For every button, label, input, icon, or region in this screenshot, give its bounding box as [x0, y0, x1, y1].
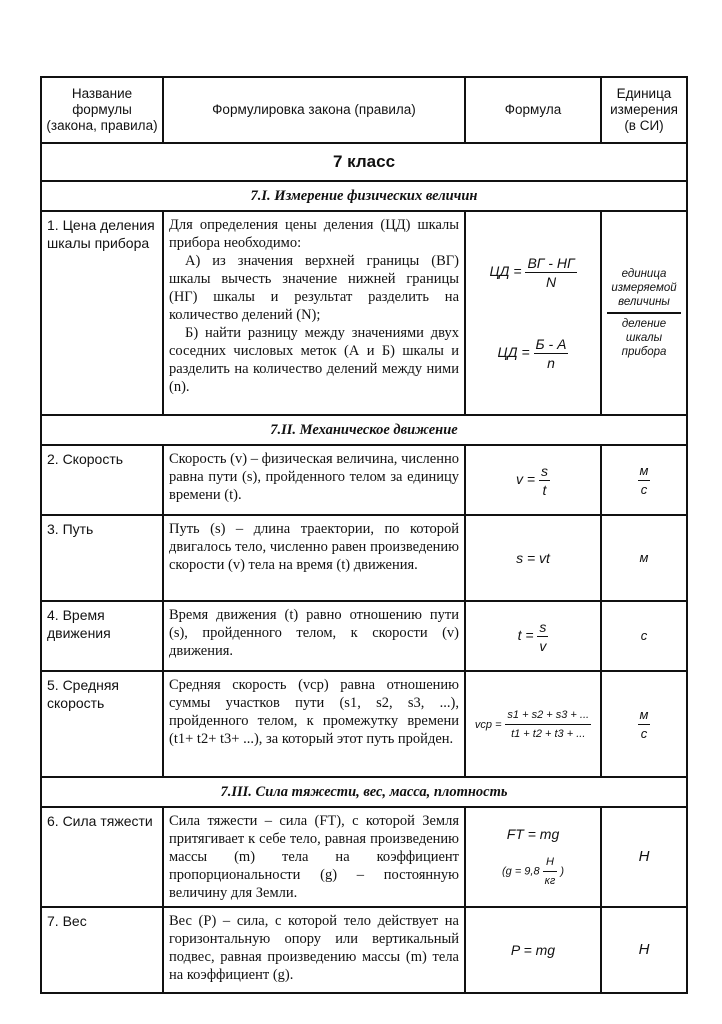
- fraction: [534, 335, 569, 372]
- row-name: 2. Скорость: [41, 445, 163, 515]
- row-name: 5. Средняя скорость: [41, 671, 163, 777]
- row-unit: с: [601, 601, 687, 671]
- fraction-numerator: s: [539, 618, 547, 635]
- law-paragraph: А) из значения верхней границы (ВГ) шкалы вычесть значение нижней границы (НГ) шкалы и результат разделить на количество делений (N);: [169, 253, 459, 323]
- row-unit: [601, 671, 687, 777]
- row-name: 6. Сила тяжести: [41, 807, 163, 907]
- row-formula: P = mg: [465, 907, 601, 993]
- law-paragraph: Для определения цены деления (ЦД) шкалы прибора необходимо:: [169, 217, 459, 251]
- unit-fraction: [638, 706, 651, 743]
- section-title-gravity: 7.III. Сила тяжести, вес, масса, плотность: [41, 777, 687, 807]
- row-law: Вес (P) – сила, с которой тело действует на горизонтальную опору или вертикальный подвес, равная произведению массы (m) тела на коэффициент (g).: [163, 907, 465, 993]
- fraction-denominator: t: [542, 481, 547, 498]
- formula-gravity: FT = mg: [506, 825, 560, 842]
- table-row: [41, 907, 687, 993]
- unit-denominator: с: [640, 725, 648, 741]
- fraction-numerator: s1 + s2 + s3 + ...: [505, 706, 591, 725]
- fraction-denominator: N: [545, 274, 557, 290]
- fraction: [543, 853, 558, 890]
- row-formula: [465, 807, 601, 907]
- grade-row: [41, 143, 687, 181]
- fraction: [539, 462, 550, 499]
- row-unit: [601, 445, 687, 515]
- row-name: 4. Время движения: [41, 601, 163, 671]
- row-law: Скорость (v) – физическая величина, численно равна пути (s), пройденного телом за единицу времени (t).: [163, 445, 465, 515]
- fraction-numerator: Б - А: [535, 336, 567, 352]
- formula-lhs: vср =: [474, 718, 502, 731]
- formula-lhs: ЦД =: [497, 344, 530, 361]
- unit-numerator: м: [638, 462, 651, 481]
- row-law: Средняя скорость (vср) равна отношению суммы участков пути (s1, s2, s3, ...), пройденного телом, к промежутку времени (t1+ t2+ t3+ ...), за который этот путь пройден.: [163, 671, 465, 777]
- law-paragraph: Б) найти разницу между значениями двух соседних числовых меток (А и Б) шкалы и разделить на количество делений между ними (n).: [169, 325, 459, 395]
- section-title-motion: 7.II. Механическое движение: [41, 415, 687, 445]
- fraction-denominator: кг: [544, 874, 556, 887]
- row-formula: s = vt: [465, 515, 601, 601]
- unit-numerator: единица измеряемой величины: [607, 267, 681, 314]
- fraction-denominator: v: [539, 637, 547, 654]
- fraction-denominator: n: [547, 355, 555, 371]
- unit-fraction: [638, 462, 651, 499]
- row-formula: [465, 445, 601, 515]
- row-law: [163, 211, 465, 415]
- row-unit: [601, 211, 687, 415]
- row-law: Путь (s) – длина траектории, по которой двигалось тело, численно равен произведению скорости (v) тела на время (t) движения.: [163, 515, 465, 601]
- g-prefix: (g = 9,8: [501, 864, 540, 877]
- table-row: [41, 515, 687, 601]
- fraction-numerator: ВГ - НГ: [527, 255, 575, 271]
- formula-division-price-b: [471, 335, 595, 372]
- row-name: 1. Цена деления шкалы прибора: [41, 211, 163, 415]
- row-unit: м: [601, 515, 687, 601]
- row-unit: Н: [601, 807, 687, 907]
- formula-lhs: t =: [517, 626, 534, 643]
- physics-formulas-table: [40, 76, 686, 994]
- table-row: [41, 601, 687, 671]
- row-law: Время движения (t) равно отношению пути (s), пройденного телом, к скорости (v) движения.: [163, 601, 465, 671]
- table-row: [41, 807, 687, 907]
- row-name: 3. Путь: [41, 515, 163, 601]
- formula-lhs: v =: [516, 470, 536, 487]
- fraction: [505, 706, 591, 743]
- g-suffix: ): [560, 864, 565, 877]
- table-row: [41, 671, 687, 777]
- grade-title: 7 класс: [41, 143, 687, 181]
- formula-division-price-a: [471, 254, 595, 291]
- section-row: [41, 415, 687, 445]
- table-row: [41, 445, 687, 515]
- row-law: Сила тяжести – сила (FT), с которой Земля притягивает к себе тело, равная произведению массы (m) тела на коэффициент пропорциональности (g) – постоянную величину для Земли.: [163, 807, 465, 907]
- header-law: Формулировка закона (правила): [163, 77, 465, 143]
- unit-denominator: с: [640, 481, 648, 497]
- section-row: [41, 777, 687, 807]
- fraction: [525, 254, 576, 291]
- unit-fraction: [607, 267, 681, 359]
- fraction-denominator: t1 + t2 + t3 + ...: [511, 727, 586, 740]
- header-name: Название формулы (закона, правила): [41, 77, 163, 143]
- section-title-measurement: 7.I. Измерение физических величин: [41, 181, 687, 211]
- table-header-row: [41, 77, 687, 143]
- section-row: [41, 181, 687, 211]
- formula-lhs: ЦД =: [489, 263, 522, 280]
- fraction-numerator: Н: [543, 853, 558, 872]
- fraction-numerator: s: [540, 462, 548, 479]
- formula-g-constant: [471, 853, 595, 890]
- row-name: 7. Вес: [41, 907, 163, 993]
- row-formula: [465, 211, 601, 415]
- header-unit: Единица измерения (в СИ): [601, 77, 687, 143]
- row-formula: [465, 671, 601, 777]
- fraction: [537, 618, 548, 655]
- unit-denominator: деление шкалы прибора: [621, 318, 667, 358]
- table-row: [41, 211, 687, 415]
- row-unit: Н: [601, 907, 687, 993]
- header-formula: Формула: [465, 77, 601, 143]
- unit-numerator: м: [638, 706, 651, 725]
- row-formula: [465, 601, 601, 671]
